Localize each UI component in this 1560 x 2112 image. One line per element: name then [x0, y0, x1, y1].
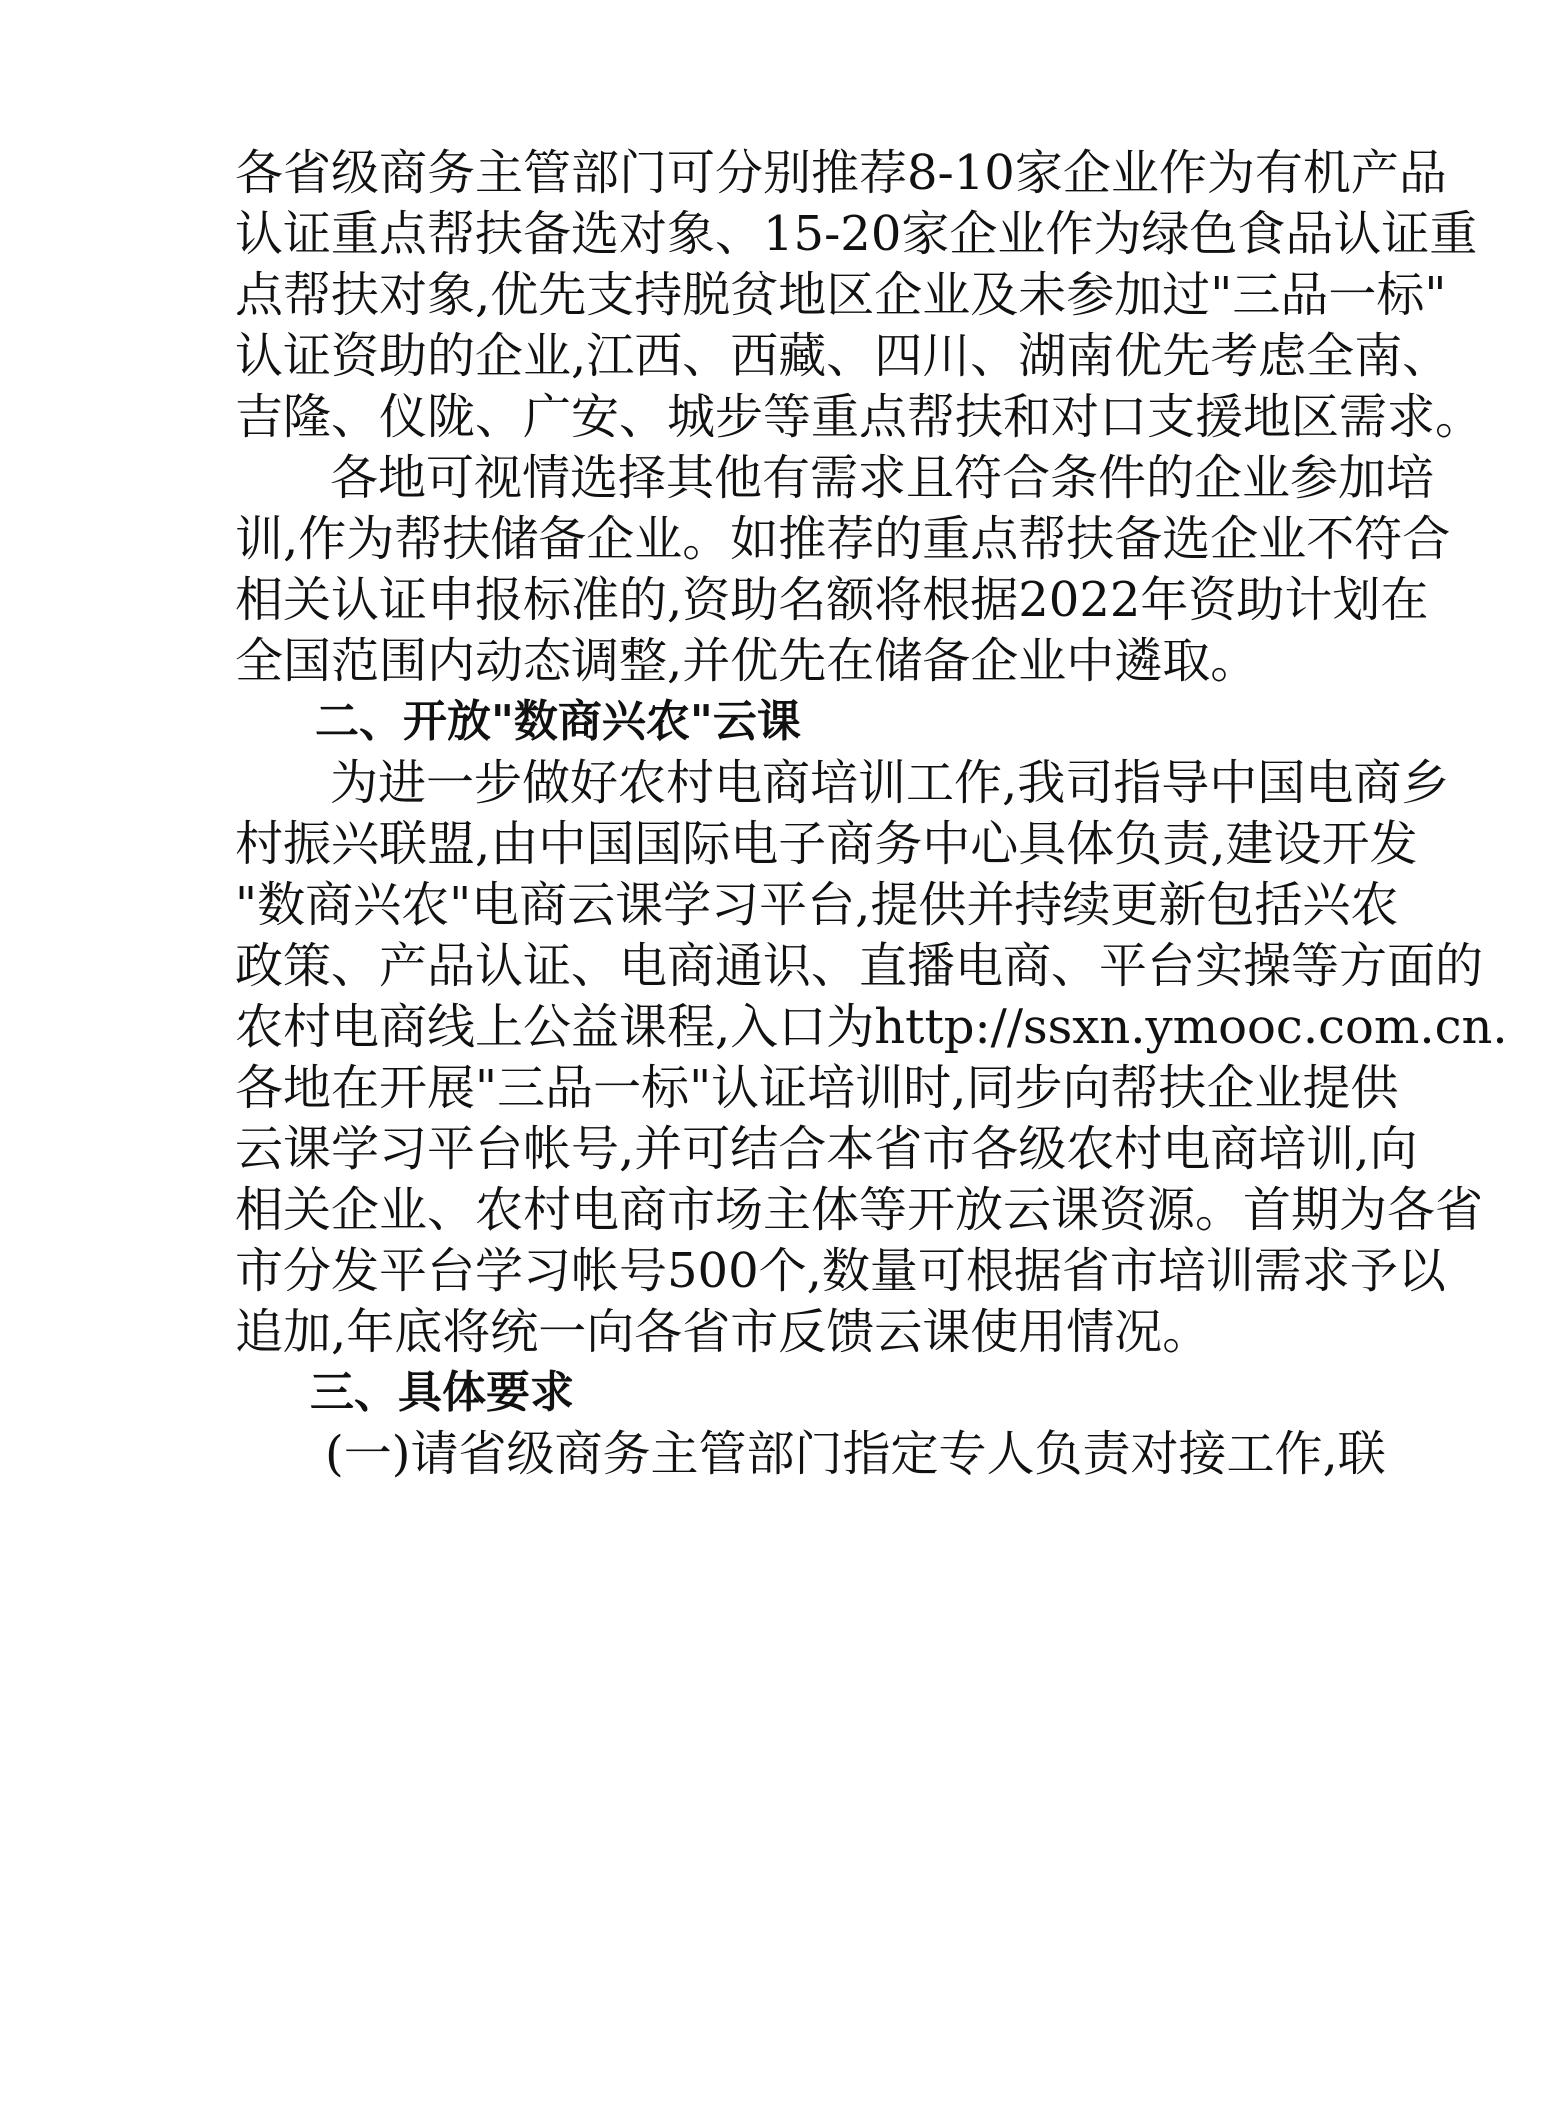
paragraph-line: 点帮扶对象,优先支持脱贫地区企业及未参加过"三品一标" [235, 267, 1447, 323]
paragraph-line: 市分发平台学习帐号500个,数量可根据省市培训需求予以 [235, 1243, 1446, 1299]
paragraph-line: 政策、产品认证、电商通识、直播电商、平台实操等方面的 [235, 938, 1484, 994]
paragraph-line: 农村电商线上公益课程,入口为http://ssxn.ymooc.com.cn. [235, 999, 1508, 1055]
section-heading-2: 二、开放"数商兴农"云课 [315, 696, 801, 747]
paragraph-line: 相关企业、农村电商市场主体等开放云课资源。首期为各省 [235, 1182, 1484, 1238]
paragraph-line: (一)请省级商务主管部门指定专人负责对接工作,联 [325, 1426, 1386, 1482]
paragraph-line: 认证资助的企业,江西、西藏、四川、湖南优先考虑全南、 [235, 328, 1451, 384]
paragraph-line: "数商兴农"电商云课学习平台,提供并持续更新包括兴农 [235, 877, 1399, 933]
paragraph-line: 各地在开展"三品一标"认证培训时,同步向帮扶企业提供 [235, 1060, 1399, 1116]
paragraph-line: 各地可视情选择其他有需求且符合条件的企业参加培 [330, 450, 1435, 506]
paragraph-line: 吉隆、仪陇、广安、城步等重点帮扶和对口支援地区需求。 [235, 389, 1484, 445]
paragraph-line: 训,作为帮扶储备企业。如推荐的重点帮扶备选企业不符合 [235, 511, 1451, 567]
paragraph-line: 相关认证申报标准的,资助名额将根据2022年资助计划在 [235, 572, 1429, 628]
paragraph-line: 各省级商务主管部门可分别推荐8-10家企业作为有机产品 [235, 145, 1447, 201]
paragraph-line: 全国范围内动态调整,并优先在储备企业中遴取。 [235, 633, 1259, 689]
paragraph-line: 为进一步做好农村电商培训工作,我司指导中国电商乡 [330, 755, 1450, 811]
paragraph-line: 追加,年底将统一向各省市反馈云课使用情况。 [235, 1304, 1211, 1360]
section-heading-3: 三、具体要求 [310, 1367, 574, 1418]
paragraph-line: 认证重点帮扶备选对象、15-20家企业作为绿色食品认证重 [235, 206, 1478, 262]
paragraph-line: 云课学习平台帐号,并可结合本省市各级农村电商培训,向 [235, 1121, 1418, 1177]
paragraph-line: 村振兴联盟,由中国国际电子商务中心具体负责,建设开发 [235, 816, 1418, 872]
